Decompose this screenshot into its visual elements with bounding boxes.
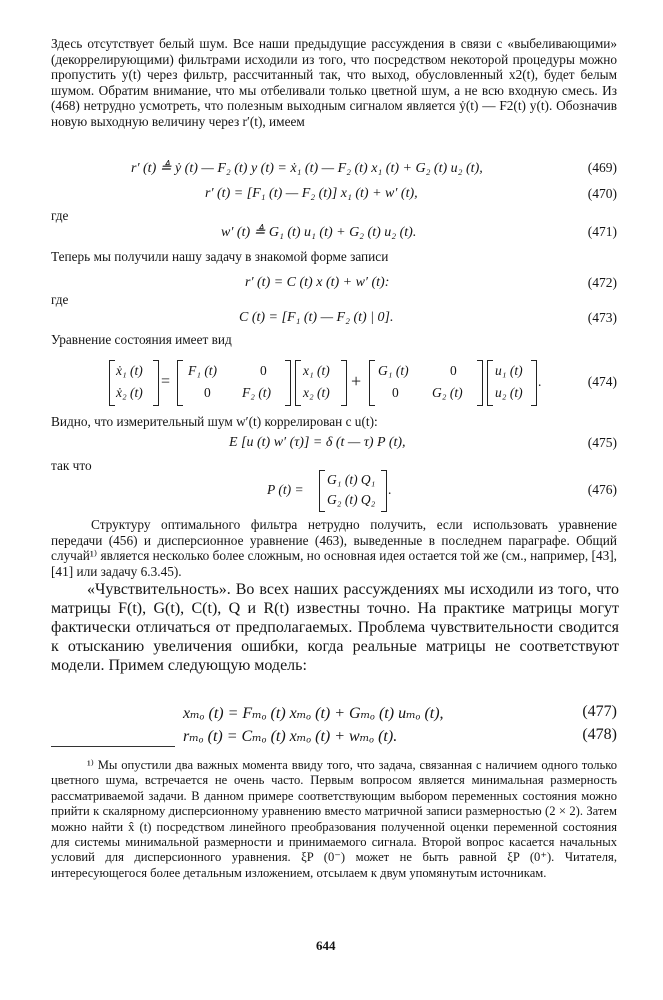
matrix-G-11: G₁ (t): [378, 363, 409, 378]
label-so-that: так что: [51, 458, 92, 473]
equation-476-number: (476): [587, 482, 617, 497]
footnote: ¹⁾ Мы опустили два важных момента ввиду того, что задача, связанная с наличием одного только цветного шума, встречается не очень часто. Первым вопросом является минимальная размерность рассматриваемой задачи. В данном примере соответствующим выбором переменных состояния можно прийти к скалярному дисперсионному уравнению вместо матричной записи размерностью (2 × 2). Затем можно найти x̂ (t) посредством линейного преобразования полученной оценки переменной состояния для системы минимальной размерности и принимаемого сигнала. Второй вопрос касается начальных условий для дисперсионного уравнения. ξP (0⁻) может не быть равной ξP (0⁺). Читателя, интересующегося более детальным изложением, отсылаем к двум упомянутым источникам.: [51, 758, 617, 880]
matrix-P-row-1: G₁ (t) Q₁: [327, 472, 376, 487]
equation-470-body: r′ (t) = [F₁ (t) — F₂ (t)] x₁ (t) + w′ (t),: [205, 186, 418, 201]
equation-476-lhs: P (t) =: [267, 482, 304, 497]
equation-471: [51, 224, 617, 244]
equation-476: [51, 470, 617, 514]
equation-475-number: (475): [587, 435, 617, 450]
equation-474-number: (474): [587, 374, 617, 389]
equation-477-number: (477): [582, 703, 617, 720]
page-number: 644: [316, 938, 336, 953]
matrix-lhs-row-1: ẋ₁ (t): [116, 363, 143, 378]
matrix-x-row-2: x₂ (t): [303, 385, 330, 400]
matrix-G-22: G₂ (t): [432, 385, 463, 400]
matrix-F-12: 0: [260, 363, 267, 378]
equation-472-body: r′ (t) = C (t) x (t) + w′ (t):: [245, 275, 390, 290]
matrix-F-11: F₁ (t): [188, 363, 218, 378]
equation-473-body: C (t) = [F₁ (t) — F₂ (t) | 0].: [239, 310, 394, 325]
matrix-lhs: [109, 360, 159, 406]
equation-477: [51, 703, 617, 725]
footnote-separator: [51, 746, 175, 747]
matrix-F-21: 0: [204, 385, 211, 400]
equation-470: [51, 186, 617, 206]
matrix-x: [295, 360, 347, 406]
paragraph-sensitivity: «Чувствительность». Во всех наших рассуждениях мы исходили из того, что матрицы F(t), G(t), C(t), Q и R(t) известны точно. На практике матрицы могут фактически отличаться от предполагаемых. Проблема чувствительности сводится к отысканию увеличения ошибки, когда реальные матрицы не соответствуют модели. Примем следующую модель:: [51, 581, 619, 674]
plus-sign: +: [351, 371, 362, 391]
matrix-F: [177, 360, 291, 406]
matrix-u: [487, 360, 537, 406]
equation-471-body: w′ (t) ≜ G₁ (t) u₁ (t) + G₂ (t) u₂ (t).: [221, 225, 417, 240]
period-mark: .: [538, 374, 542, 389]
equation-470-number: (470): [587, 186, 617, 201]
equation-473: [51, 310, 617, 330]
matrix-lhs-row-2: ẋ₂ (t): [116, 385, 143, 400]
equation-472-number: (472): [587, 275, 617, 290]
equation-474: [51, 360, 617, 410]
label-where-2: где: [51, 292, 69, 307]
paragraph-filter-structure: Структуру оптимального фильтра нетрудно получить, если использовать уравнение передачи (456) и дисперсионное уравнение (463), выведенные в последнем параграфе. Общий случай¹⁾ является несколько более сложным, но основная идея остается той же (см., например, [43], [41] или задачу 6.3.45).: [51, 517, 617, 579]
equation-471-number: (471): [587, 224, 617, 239]
matrix-u-row-1: u₁ (t): [495, 363, 523, 378]
matrix-G: [369, 360, 483, 406]
equation-475: [51, 435, 617, 455]
paragraph-state-equation: Уравнение состояния имеет вид: [51, 332, 232, 347]
equation-477-body: xₘₒ (t) = Fₘₒ (t) xₘₒ (t) + Gₘₒ (t) uₘₒ (t),: [183, 705, 444, 722]
equation-478: [51, 726, 617, 748]
period-mark-476: .: [388, 482, 392, 497]
equation-478-number: (478): [582, 726, 617, 743]
equation-469-body: r′ (t) ≜ ẏ (t) — F₂ (t) y (t) = ẋ₁ (t) — F₂ (t) x₁ (t) + G₂ (t) u₂ (t),: [131, 161, 483, 176]
paragraph-task-form: Теперь мы получили нашу задачу в знакомой форме записи: [51, 249, 389, 264]
matrix-u-row-2: u₂ (t): [495, 385, 523, 400]
paragraph-intro: Здесь отсутствует белый шум. Все наши предыдущие рассуждения в связи с «выбеливающими» (декоррелирующими) фильтрами исходили из того, что посредством некоторой процедуры можно пропустить y(t) через фильтр, рассчитанный так, что выход, обусловленный x2(t), будет белым шумом. Обратим внимание, что мы отбеливали только цветной шум, а не всю входную смесь. Из (468) нетрудно усмотреть, что полезным выходным сигналом является ẏ(t) — F2(t) y(t). Обозначив новую выходную величину через r′(t), имеем: [51, 36, 617, 129]
equation-478-body: rₘₒ (t) = Cₘₒ (t) xₘₒ (t) + wₘₒ (t).: [183, 728, 398, 745]
equation-469-number: (469): [587, 160, 617, 175]
matrix-G-12: 0: [450, 363, 457, 378]
equals-sign: =: [161, 373, 171, 390]
equation-473-number: (473): [587, 310, 617, 325]
matrix-x-row-1: x₁ (t): [303, 363, 330, 378]
matrix-G-21: 0: [392, 385, 399, 400]
matrix-F-22: F₂ (t): [242, 385, 272, 400]
equation-469: [51, 160, 617, 180]
label-where-1: где: [51, 208, 69, 223]
equation-475-body: E [u (t) w′ (τ)] = δ (t — τ) P (t),: [229, 435, 406, 450]
equation-472: [51, 275, 617, 295]
matrix-P: [319, 470, 387, 512]
paragraph-correlation: Видно, что измерительный шум w′(t) коррелирован с u(t):: [51, 414, 378, 429]
matrix-P-row-2: G₂ (t) Q₂: [327, 492, 376, 507]
